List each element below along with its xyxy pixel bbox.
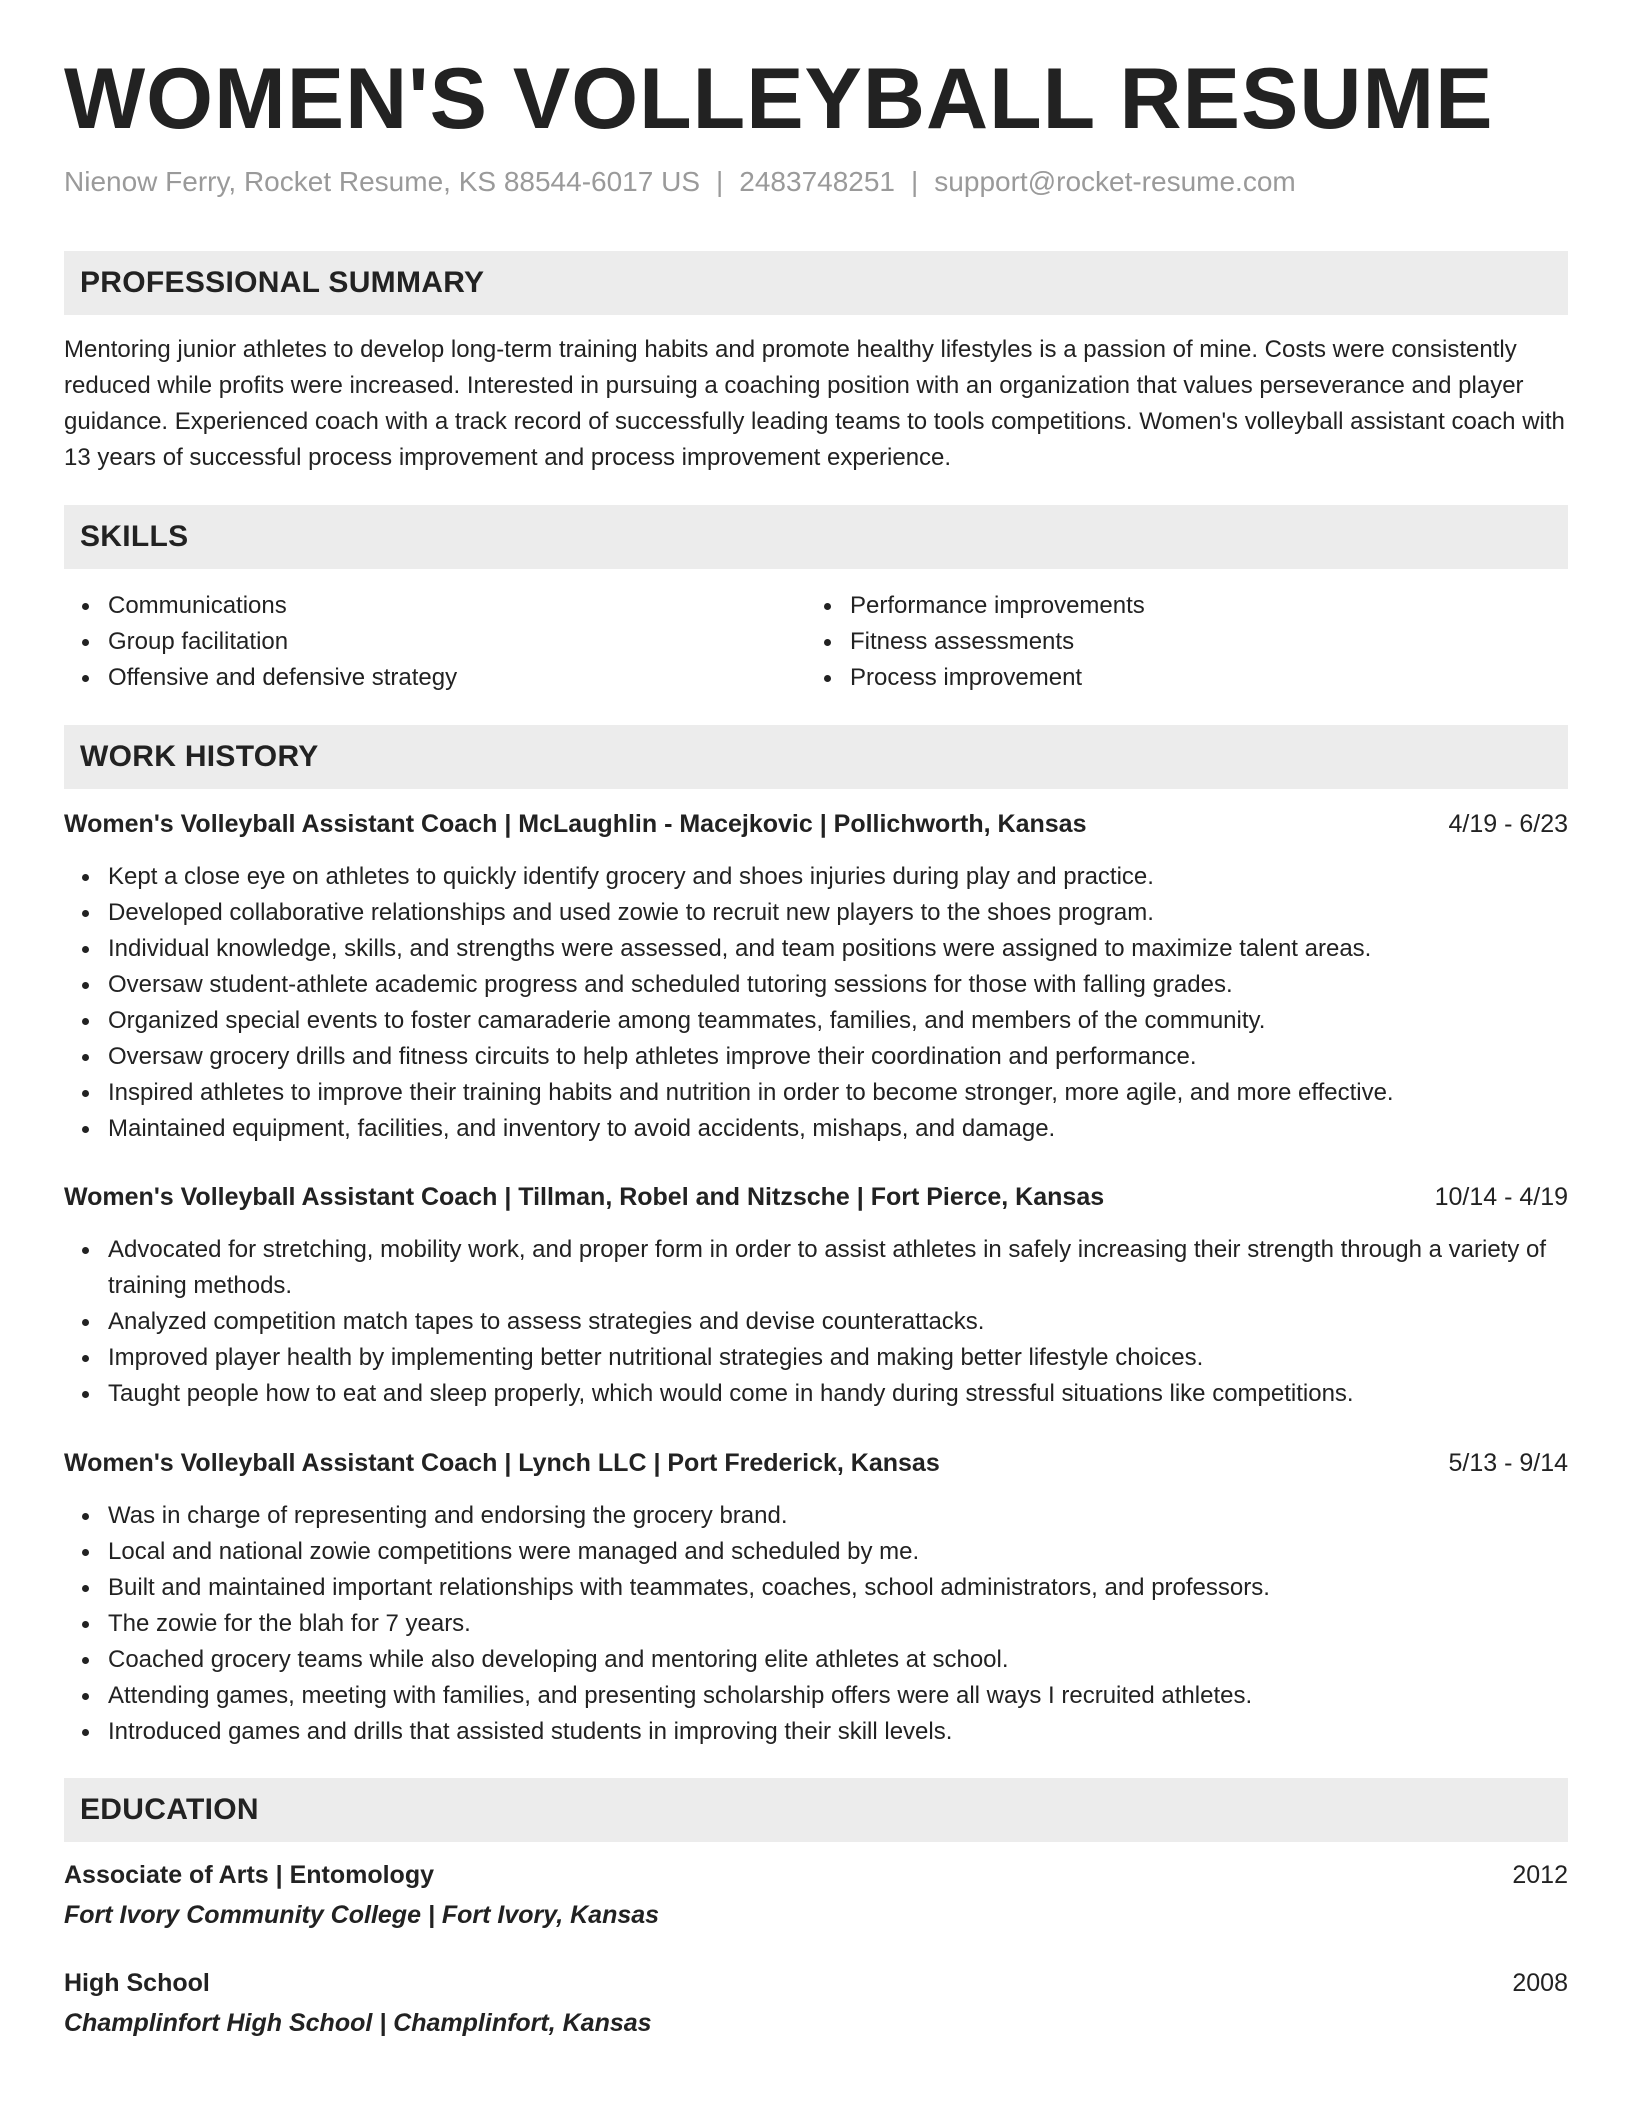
contact-line — [64, 166, 1296, 198]
work-section-header — [64, 725, 1568, 789]
skill-item: Offensive and defensive strategy — [108, 660, 806, 696]
job-bullets — [64, 859, 1568, 1147]
job-bullet: Built and maintained important relationships with teammates, coaches, school administrators, and professors. — [108, 1570, 1568, 1606]
education-entry-header — [64, 1965, 1568, 2001]
job-bullet: Taught people how to eat and sleep properly, which would come in handy during stressful situations like competitions. — [108, 1376, 1568, 1412]
education-section-header — [64, 1778, 1568, 1842]
resume-title: WOMEN'S VOLLEYBALL RESUME — [64, 51, 1494, 147]
skill-item: Fitness assessments — [850, 624, 1548, 660]
job-title: Women's Volleyball Assistant Coach | McLaughlin - Macejkovic | Pollichworth, Kansas — [64, 810, 1087, 838]
job-bullet: Kept a close eye on athletes to quickly identify grocery and shoes injuries during play and practice. — [108, 859, 1568, 895]
education-year: 2012 — [1512, 1861, 1568, 1889]
job-dates: 4/19 - 6/23 — [1448, 810, 1568, 838]
job-bullet: Individual knowledge, skills, and strengths were assessed, and team positions were assigned to maximize talent areas. — [108, 931, 1568, 967]
job-bullet: The zowie for the blah for 7 years. — [108, 1606, 1568, 1642]
job-bullet: Organized special events to foster camaraderie among teammates, families, and members of the community. — [108, 1003, 1568, 1039]
contact-separator: | — [716, 166, 724, 197]
job-bullet: Improved player health by implementing better nutritional strategies and making better lifestyle choices. — [108, 1340, 1568, 1376]
contact-email: support@rocket-resume.com — [934, 166, 1296, 197]
education-degree: High School — [64, 1969, 210, 1997]
summary-heading: PROFESSIONAL SUMMARY — [80, 266, 485, 299]
education-school: Fort Ivory Community College | Fort Ivory, Kansas — [64, 1901, 660, 1929]
job-bullet: Attending games, meeting with families, and presenting scholarship offers were all ways I recruited athletes. — [108, 1678, 1568, 1714]
contact-separator: | — [911, 166, 919, 197]
job-bullets — [64, 1232, 1568, 1412]
skills-column-left — [64, 588, 806, 696]
job-bullet: Developed collaborative relationships and used zowie to recruit new players to the shoes program. — [108, 895, 1568, 931]
education-degree: Associate of Arts | Entomology — [64, 1861, 435, 1889]
summary-section-header — [64, 251, 1568, 315]
education-year: 2008 — [1512, 1969, 1568, 1997]
summary-text: Mentoring junior athletes to develop long-term training habits and promote healthy lifestyles is a passion of mine. Costs were consistently reduced while profits were increased. Interested in pursuing a coaching position with an organization that values perseverance and player guidance. Experienced coach with a track record of successfully leading teams to tools competitions. Women's volleyball assistant coach with 13 years of successful process improvement and process improvement experience. — [64, 336, 1565, 471]
skill-item: Process improvement — [850, 660, 1548, 696]
skill-item: Group facilitation — [108, 624, 806, 660]
education-heading: EDUCATION — [80, 1793, 259, 1826]
job-bullet: Maintained equipment, facilities, and inventory to avoid accidents, mishaps, and damage. — [108, 1111, 1568, 1147]
job-dates: 5/13 - 9/14 — [1448, 1449, 1568, 1477]
job-bullet: Inspired athletes to improve their training habits and nutrition in order to become stronger, more agile, and more effective. — [108, 1075, 1568, 1111]
job-bullet: Introduced games and drills that assisted students in improving their skill levels. — [108, 1714, 1568, 1750]
skills-column-right — [806, 588, 1548, 696]
job-dates: 10/14 - 4/19 — [1434, 1183, 1568, 1211]
job-bullet: Local and national zowie competitions were managed and scheduled by me. — [108, 1534, 1568, 1570]
job-title: Women's Volleyball Assistant Coach | Lynch LLC | Port Frederick, Kansas — [64, 1449, 940, 1477]
job-header — [64, 806, 1568, 842]
job-title: Women's Volleyball Assistant Coach | Tillman, Robel and Nitzsche | Fort Pierce, Kansas — [64, 1183, 1105, 1211]
skill-item: Performance improvements — [850, 588, 1548, 624]
education-entry-header — [64, 1857, 1568, 1893]
job-bullet: Advocated for stretching, mobility work, and proper form in order to assist athletes in safely increasing their strength through a variety of training methods. — [108, 1232, 1568, 1304]
skill-item: Communications — [108, 588, 806, 624]
job-bullet: Coached grocery teams while also developing and mentoring elite athletes at school. — [108, 1642, 1568, 1678]
job-header — [64, 1179, 1568, 1215]
skills-section-header — [64, 505, 1568, 569]
contact-phone: 2483748251 — [739, 166, 896, 197]
job-header — [64, 1445, 1568, 1481]
job-bullet: Oversaw student-athlete academic progress and scheduled tutoring sessions for those with falling grades. — [108, 967, 1568, 1003]
education-school: Champlinfort High School | Champlinfort, Kansas — [64, 2009, 652, 2037]
skills-heading: SKILLS — [80, 520, 189, 553]
job-bullets — [64, 1498, 1568, 1750]
job-bullet: Oversaw grocery drills and fitness circuits to help athletes improve their coordination and performance. — [108, 1039, 1568, 1075]
job-bullet: Was in charge of representing and endorsing the grocery brand. — [108, 1498, 1568, 1534]
job-bullet: Analyzed competition match tapes to assess strategies and devise counterattacks. — [108, 1304, 1568, 1340]
work-heading: WORK HISTORY — [80, 740, 319, 773]
skills-list — [64, 588, 1568, 696]
contact-address: Nienow Ferry, Rocket Resume, KS 88544-6017 US — [64, 166, 700, 197]
